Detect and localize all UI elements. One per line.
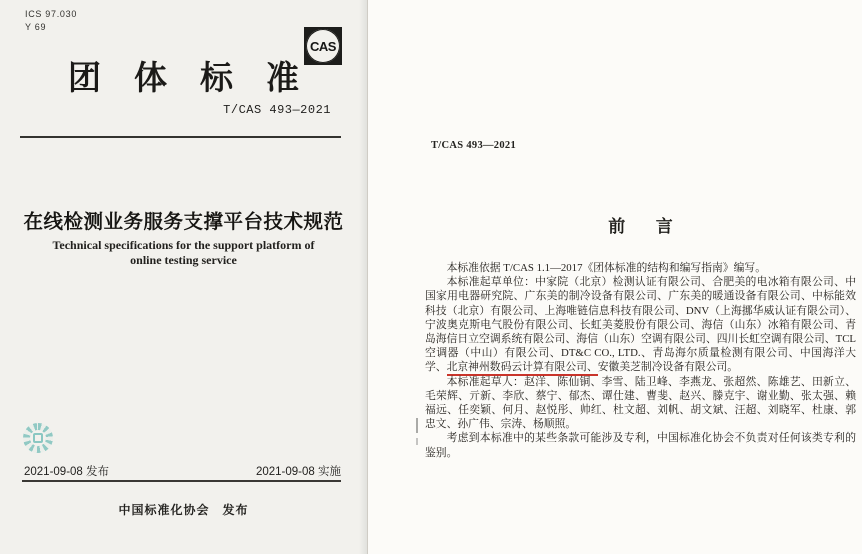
foreword-paragraph-drafting-organizations xyxy=(425,275,856,374)
document-type-title: 团体标准 xyxy=(68,61,332,97)
page-header-standard-number: T/CAS 493—2021 xyxy=(431,140,517,151)
drafting-organizations-tail: 安徽美芝制冷设备有限公司。 xyxy=(597,361,739,374)
publisher-line: 中国标准化协会 发布 xyxy=(118,503,249,517)
standard-title-en xyxy=(0,238,367,268)
drafting-organizations-text: 本标准起草单位：中家院（北京）检测认证有限公司、合肥美的电冰箱有限公司、中国家用电器研究院、广东美的制冷设备有限公司、广东美的暖通设备有限公司、中标能效科技（北京）有限公司、上海唯链信息科技有限公司、DNV（上海挪华威认证有限公司）、宁波奥克斯电气股份有限公司、长虹美菱股份有限公司、海信（山东）冰箱有限公司、青岛海信日立空调系统有限公司、海信（山东）空调有限公司、四川长虹空调有限公司、TCL 空调器（中山）有限公司、DT&C CO., LTD.、青岛海尔质量检测有限公司、中国海洋大学、 xyxy=(425,276,856,374)
ics-code: ICS 97.030 xyxy=(25,9,78,19)
scan-edge-mark xyxy=(416,438,418,445)
cover-bottom-rule xyxy=(22,480,341,482)
foreword-paragraph-basis: 本标准依据 T/CAS 1.1—2017《团体标准的结构和编写指南》编写。 xyxy=(446,262,767,274)
red-underlined-organization: 北京神州数码云计算有限公司、 xyxy=(447,361,598,376)
foreword-paragraph-drafters: 本标准起草人：赵洋、陈仙铜、李雪、陆卫峰、李燕龙、张超然、陈雄艺、田新立、毛荣辉、亓新、李欣、蔡宁、郁杰、谭仕建、曹斐、赵兴、滕克宇、谢业勤、张太强、赖福远、任奕颖、何月、赵悦彤、帅红、杜文超、刘帆、胡文斌、汪超、刘晓军、杜康、郭忠文、孙广伟、宗涛、杨顺照。 xyxy=(425,375,856,431)
foreword-page xyxy=(368,0,862,554)
doc-class-code: Y 69 xyxy=(25,22,47,32)
approval-stamp-icon xyxy=(23,423,53,453)
standard-title-en-line2: online testing service xyxy=(130,253,237,267)
issue-date: 2021-09-08 发布 xyxy=(24,466,110,478)
foreword-paragraph-patent-note: 考虑到本标准中的某些条款可能涉及专利，中国标准化协会不负责对任何该类专利的鉴别。 xyxy=(425,432,856,459)
foreword-body xyxy=(425,261,856,460)
cover-page xyxy=(0,0,368,554)
scan-edge-mark xyxy=(416,418,418,433)
cover-standard-number: T/CAS 493—2021 xyxy=(223,103,331,117)
cas-logo-text: CAS xyxy=(306,29,340,63)
foreword-title: 前言 xyxy=(608,217,704,236)
cover-top-rule xyxy=(20,136,341,138)
implementation-date: 2021-09-08 实施 xyxy=(255,466,341,478)
standard-title-en-line1: Technical specifications for the support platform of xyxy=(52,238,315,252)
date-row xyxy=(24,463,341,479)
standard-title-zh: 在线检测业务服务支撑平台技术规范 xyxy=(23,211,344,233)
